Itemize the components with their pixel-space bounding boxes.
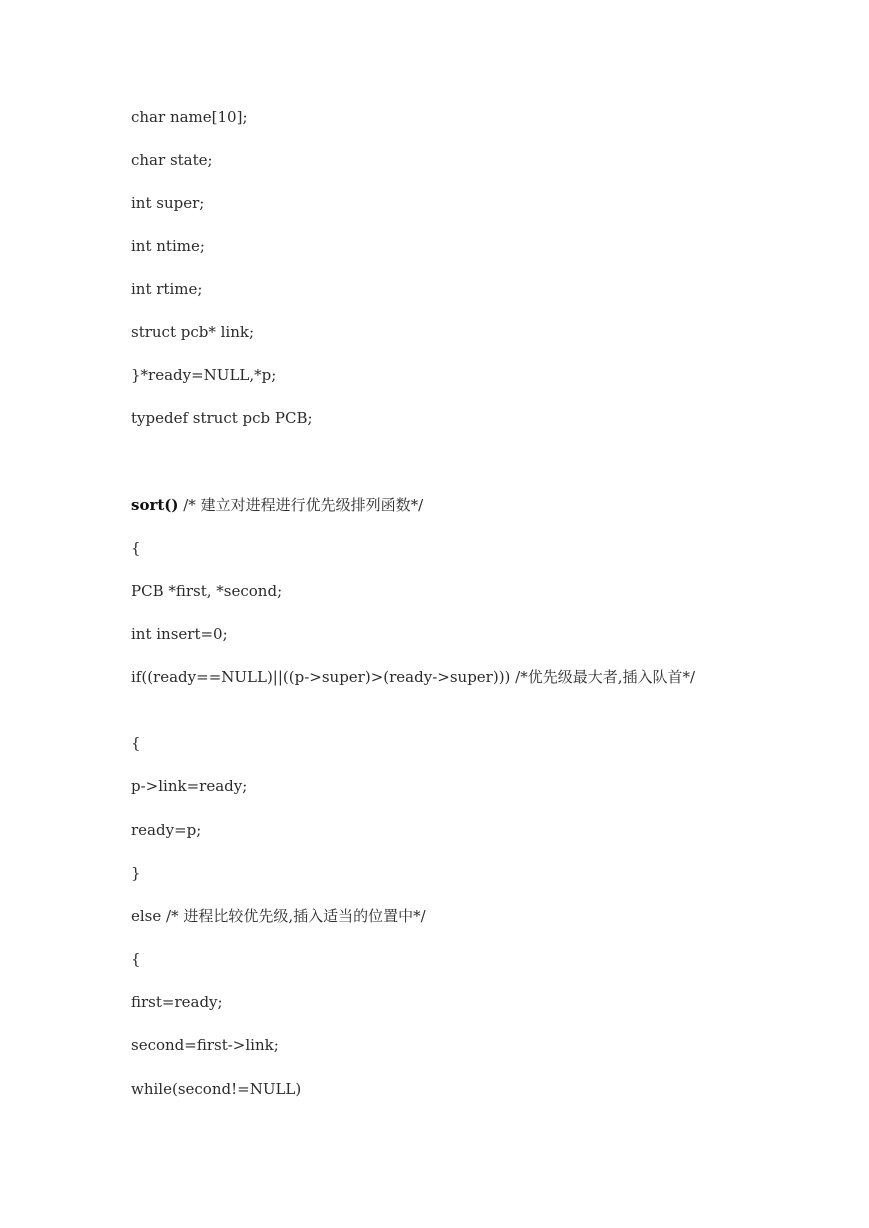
code-line: int super; <box>131 194 205 212</box>
code-line: while(second!=NULL) <box>131 1080 302 1098</box>
code-line: { <box>131 539 141 557</box>
code-line: typedef struct pcb PCB; <box>131 409 313 427</box>
code-line: if((ready==NULL)||((p->super)>(ready->super))) /*优先级最大者,插入队首*/ <box>131 668 696 686</box>
code-line: int insert=0; <box>131 625 228 643</box>
code-line: { <box>131 950 141 968</box>
code-line: p->link=ready; <box>131 777 248 795</box>
code-line: char state; <box>131 151 213 169</box>
code-line: char name[10]; <box>131 108 248 126</box>
code-line: }*ready=NULL,*p; <box>131 366 277 384</box>
code-line: else /* 进程比较优先级,插入适当的位置中*/ <box>131 907 426 925</box>
code-line: } <box>131 864 141 882</box>
code-line: struct pcb* link; <box>131 323 255 341</box>
code-line: second=first->link; <box>131 1036 279 1054</box>
code-line: int rtime; <box>131 280 203 298</box>
function-name: sort() <box>131 496 179 514</box>
code-line: ready=p; <box>131 821 202 839</box>
function-header-line <box>131 494 731 516</box>
code-line: { <box>131 734 141 752</box>
code-line: int ntime; <box>131 237 205 255</box>
code-line: PCB *first, *second; <box>131 582 283 600</box>
function-comment: /* 建立对进程进行优先级排列函数*/ <box>178 496 424 514</box>
code-line: first=ready; <box>131 993 223 1011</box>
